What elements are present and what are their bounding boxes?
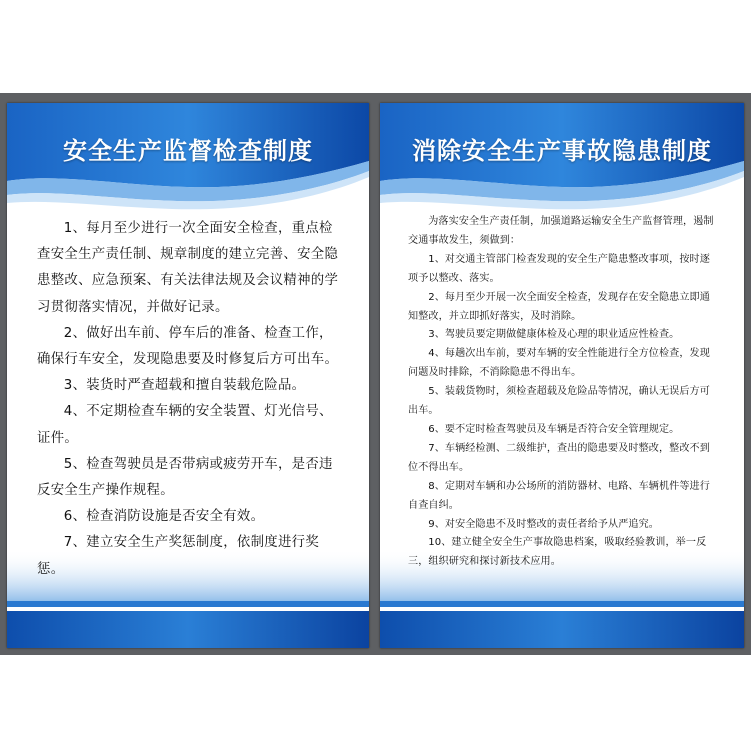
right-sign-board — [380, 103, 744, 648]
rule-item: 6、检查消防设施是否安全有效。 — [63, 509, 265, 525]
rule-item: 5、装载货物时，须检查超载及危险品等情况，确认无误后方可出车。 — [408, 386, 710, 417]
rule-item: 5、检查驾驶员是否带病或疲劳开车，是否违反安全生产操作规程。 — [37, 456, 333, 499]
rule-item: 6、要不定时检查驾驶员及车辆是否符合安全管理规定。 — [428, 423, 680, 435]
rule-item: 7、建立安全生产奖惩制度，依制度进行奖惩。 — [37, 535, 320, 577]
rule-item: 9、对安全隐患不及时整改的责任者给予从严追究。 — [428, 518, 659, 530]
rule-item: 8、定期对车辆和办公场所的消防器材、电路、车辆机件等进行自查自纠。 — [408, 480, 710, 511]
rule-item: 1、每月至少进行一次全面安全检查，重点检查安全生产责任制、规章制度的建立完善、安全隐患整改、应急预案、有关法律法规及会议精神的学习贯彻落实情况，并做好记录。 — [37, 221, 339, 315]
rule-item: 2、做好出车前、停车后的准备、检查工作，确保行车安全，发现隐患要及时修复后方可出车。 — [37, 325, 339, 368]
rule-item: 4、每趟次出车前，要对车辆的安全性能进行全方位检查，发现问题及时排除，不消除隐患不得出车。 — [408, 348, 710, 379]
rule-item: 10、建立健全安全生产事故隐患档案，吸取经验教训，举一反三，组织研究和探讨新技术应用。 — [408, 537, 707, 568]
rule-item: 7、车辆经检测、二级维护，查出的隐患要及时整改，整改不到位不得出车。 — [408, 442, 710, 473]
rule-item: 4、不定期检查车辆的安全装置、灯光信号、证件。 — [37, 404, 333, 446]
right-board-body — [408, 213, 716, 572]
left-board-title: 安全生产监督检查制度 — [63, 137, 313, 165]
rule-item: 3、装货时严查超载和擅自装载危险品。 — [63, 378, 306, 394]
left-sign-board — [7, 103, 369, 648]
right-board-title: 消除安全生产事故隐患制度 — [412, 137, 712, 165]
rule-item: 为落实安全生产责任制，加强道路运输安全生产监督管理，遏制交通事故发生，须做到： — [408, 216, 714, 246]
rule-item: 2、每月至少开展一次全面安全检查，发现存在安全隐患立即通知整改，并立即抓好落实，及时消除。 — [408, 291, 710, 322]
rule-item: 1、对交通主管部门检查发现的安全生产隐患整改事项，按时逐项予以整改、落实。 — [408, 253, 710, 284]
left-board-body — [37, 216, 341, 583]
rule-item: 3、驾驶员要定期做健康体检及心理的职业适应性检查。 — [428, 329, 680, 341]
